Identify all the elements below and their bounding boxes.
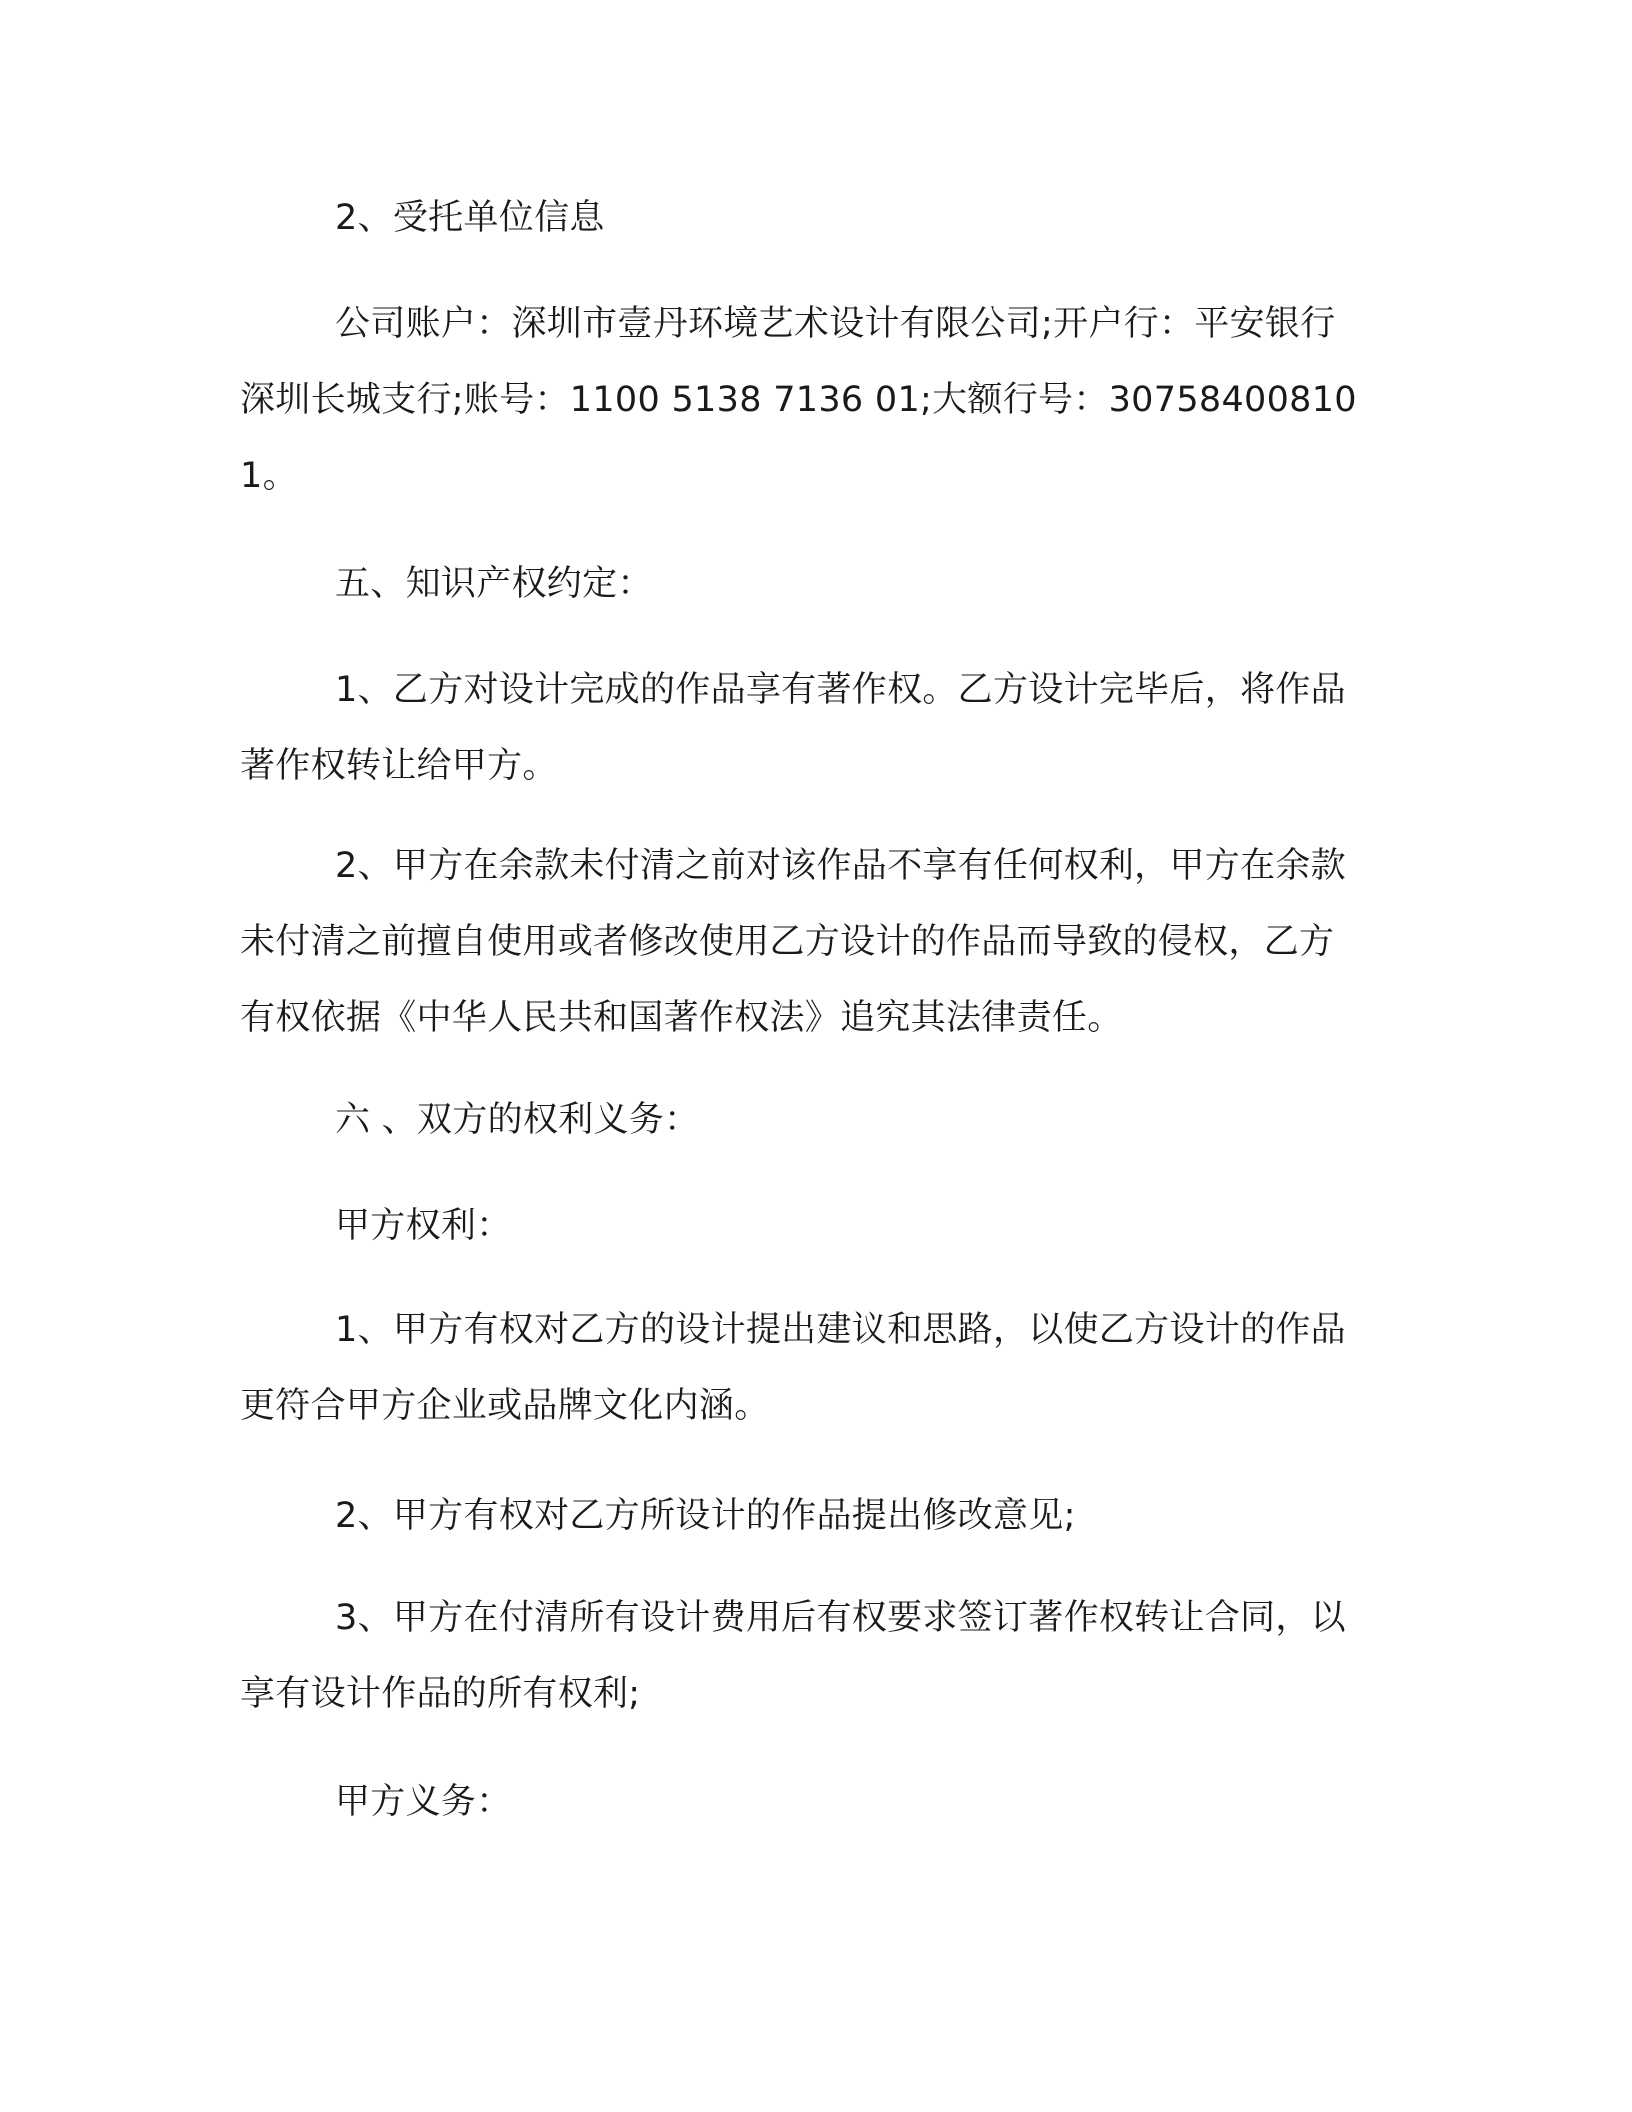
paragraph-ip-clause-1: 1、乙方对设计完成的作品享有著作权。乙方设计完毕后，将作品著作权转让给甲方。: [240, 670, 1346, 786]
heading-party-a-rights: 甲方权利：: [335, 1206, 512, 1246]
paragraph-ip-clause-2: 2、甲方在余款未付清之前对该作品不享有任何权利，甲方在余款未付清之前擅自使用或者修改使用乙方设计的作品而导致的侵权，乙方有权依据《中华人民共和国著作权法》追究其法律责任。: [240, 846, 1346, 1038]
paragraph-party-a-right-1: 1、甲方有权对乙方的设计提出建议和思路，以使乙方设计的作品更符合甲方企业或品牌文化内涵。: [240, 1310, 1346, 1426]
paragraph-party-a-right-2: 2、甲方有权对乙方所设计的作品提出修改意见;: [335, 1496, 1076, 1536]
heading-party-a-obligations: 甲方义务：: [335, 1782, 512, 1822]
heading-entrusted-unit-info: 2、受托单位信息: [335, 198, 605, 238]
heading-intellectual-property: 五、知识产权约定：: [335, 564, 653, 604]
paragraph-company-account: 公司账户：深圳市壹丹环境艺术设计有限公司;开户行：平安银行深圳长城支行;账号：1100 5138 7136 01;大额行号：307584008101。: [240, 304, 1357, 496]
heading-rights-obligations: 六 、双方的权利义务：: [335, 1100, 700, 1140]
paragraph-party-a-right-3: 3、甲方在付清所有设计费用后有权要求签订著作权转让合同，以享有设计作品的所有权利;: [240, 1598, 1346, 1714]
